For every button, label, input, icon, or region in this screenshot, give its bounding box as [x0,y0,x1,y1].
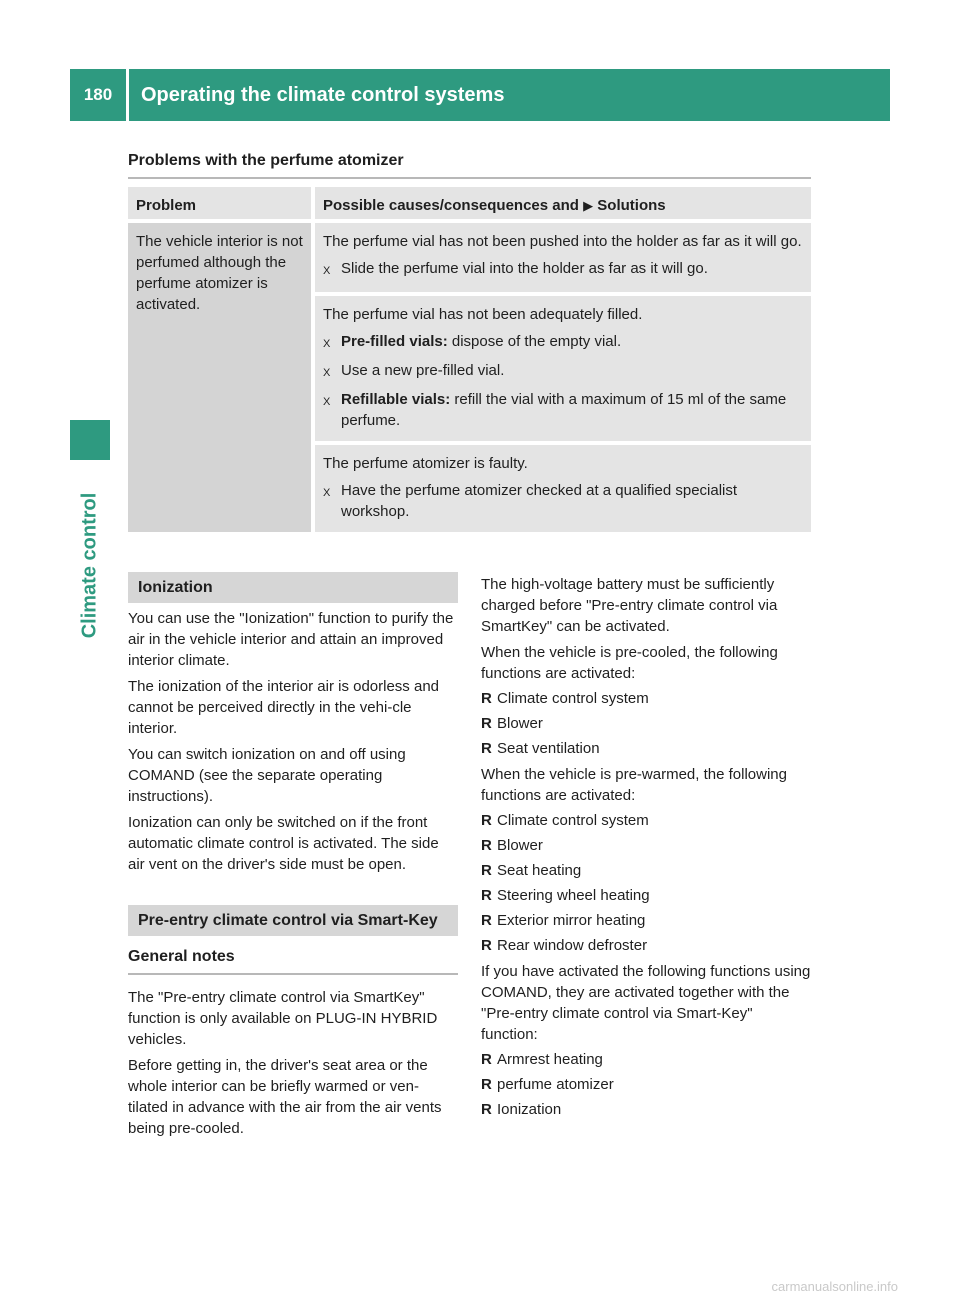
ionization-paragraph: You can use the "Ionization" function to purify the air in the vehicle interior and attain an improved interior climate. [128,610,454,669]
watermark: carmanualsonline.info [771,1279,898,1294]
bullet-icon: R [481,887,492,904]
ionization-paragraph: Ionization can only be switched on if the front automatic climate control is activated. The side air vent on the driver's side must be open. [128,814,439,873]
side-tab-label: Climate control [78,492,101,638]
table-header-solutions-post: Solutions [593,197,666,214]
list-item: R Climate control system [481,690,649,707]
list-item: R Ionization [481,1101,562,1118]
left-column [128,572,458,1139]
step-text: Use a new pre-filled vial. [341,362,505,379]
problems-table [128,187,811,532]
list-item: R Seat ventilation [481,740,600,757]
problem-cell: The vehicle interior is not perfumed although the perfume atomizer is activated. [128,223,315,532]
bullet-icon: R [481,912,492,929]
right-paragraph: When the vehicle is pre-warmed, the following functions are activated: [481,766,787,804]
title-divider [128,177,811,179]
solution-step [323,331,803,355]
solution-step [323,258,803,282]
cause-text: The perfume vial has not been adequately filled. [323,306,643,323]
bullet-icon: R [481,715,492,732]
arrow-right-icon: ▶ [583,198,594,213]
cause-cell [315,445,811,532]
side-tab-marker [70,420,110,460]
list-item: R Blower [481,837,543,854]
step-arrow-icon: X [323,265,331,277]
right-paragraph: If you have activated the following functions using COMAND, they are activated together with the "Pre-entry climate control via Smart-Key" function: [481,963,811,1043]
bullet-icon: R [481,812,492,829]
right-paragraph: The high-voltage battery must be sufficiently charged before "Pre-entry climate control via SmartKey" can be activated. [481,576,778,635]
bullet-icon: R [481,837,492,854]
bullet-icon: R [481,740,492,757]
ionization-heading: Ionization [128,572,458,603]
page-header-title: Operating the climate control systems [129,69,890,121]
ionization-paragraph: You can switch ionization on and off using COMAND (see the separate operating instructions). [128,746,406,805]
cause-cell [315,223,811,296]
section-spacer [128,875,458,905]
cause-text: The perfume atomizer is faulty. [323,455,528,472]
general-notes-heading: General notes [128,946,458,975]
bullet-icon: R [481,1051,492,1068]
right-paragraph: When the vehicle is pre-cooled, the following functions are activated: [481,644,778,682]
step-arrow-icon: X [323,396,331,408]
list-item: R Blower [481,715,543,732]
bullet-icon: R [481,1101,492,1118]
section-title: Problems with the perfume atomizer [128,152,404,169]
cause-cell [315,296,811,445]
step-text: Refillable vials: refill the vial with a maximum of 15 ml of the same perfume. [341,391,787,429]
bullet-icon: R [481,862,492,879]
table-header-problem: Problem [128,187,315,223]
page-number: 180 [70,69,126,121]
preentry-heading: Pre-entry climate control via Smart-Key [128,905,458,936]
table-header-solutions [315,187,811,223]
list-item: R Climate control system [481,812,649,829]
list-item: R Armrest heating [481,1051,603,1068]
solution-step [323,360,803,384]
table-header-solutions-pre: Possible causes/consequences and [323,197,584,214]
list-item: R Seat heating [481,862,582,879]
right-column [481,574,811,1120]
step-arrow-icon: X [323,487,331,499]
cause-text: The perfume vial has not been pushed into the holder as far as it will go. [323,233,802,250]
step-arrow-icon: X [323,367,331,379]
solution-step [323,389,803,431]
step-arrow-icon: X [323,338,331,350]
step-text: Have the perfume atomizer checked at a qualified specialist workshop. [341,482,738,520]
bullet-icon: R [481,937,492,954]
bullet-icon: R [481,690,492,707]
list-item: R Rear window defroster [481,937,648,954]
preentry-paragraph: The "Pre-entry climate control via SmartKey" function is only available on PLUG-IN HYBRID vehicles. [128,989,438,1048]
list-item: R perfume atomizer [481,1076,614,1093]
list-item: R Steering wheel heating [481,887,650,904]
ionization-paragraph: The ionization of the interior air is odorless and cannot be perceived directly in the vehi-cle interior. [128,678,440,737]
list-item: R Exterior mirror heating [481,912,646,929]
step-text: Pre-filled vials: dispose of the empty vial. [341,333,622,350]
step-text: Slide the perfume vial into the holder as far as it will go. [341,260,708,277]
side-tab-label-wrap [70,470,110,660]
preentry-paragraph: Before getting in, the driver's seat area or the whole interior can be briefly warmed or ven-tilated in advance with the air from the air vents being pre-cooled. [128,1057,442,1137]
bullet-icon: R [481,1076,492,1093]
solution-step [323,480,803,522]
